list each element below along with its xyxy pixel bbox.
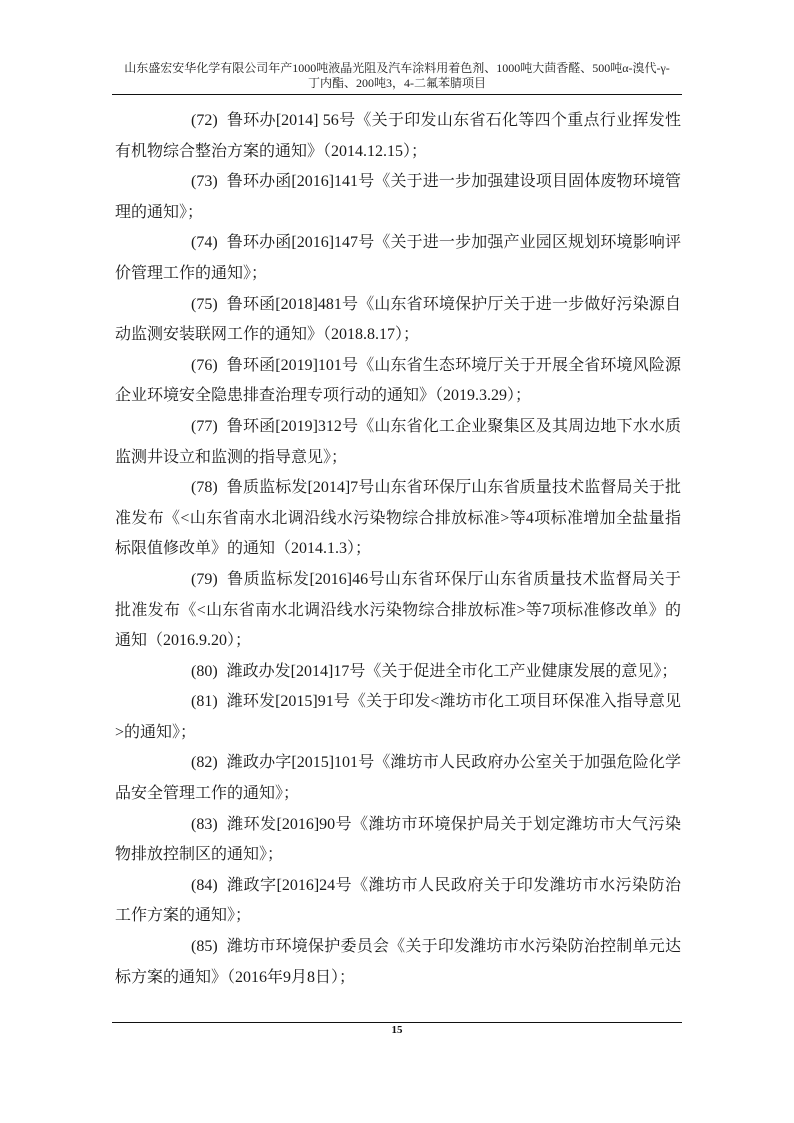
item-number: (77) xyxy=(191,417,218,435)
item-number: (84) xyxy=(191,876,218,894)
header-title-line-2: 丁内酯、200吨3，4-二氟苯腈项目 xyxy=(308,76,486,90)
item-number: (73) xyxy=(191,173,218,191)
item-number: (75) xyxy=(191,295,218,313)
item-text: 潍环发[2015]91号《关于印发<潍坊市化工项目环保准入指导意见>的通知》； xyxy=(115,693,681,741)
item-text: 潍环发[2016]90号《潍坊市环境保护局关于划定潍坊市大气污染物排放控制区的通知》； xyxy=(115,815,681,864)
page-number: 15 xyxy=(391,1024,403,1036)
list-item xyxy=(115,657,681,688)
item-text: 鲁质监标发[2016]46号山东省环保厅山东省质量技术监督局关于批准发布《<山东省南水北调沿线水污染物综合排放标准>等7项标准修改单》的通知（2016.9.20）； xyxy=(115,570,681,650)
header-divider xyxy=(112,94,682,95)
list-item xyxy=(115,871,681,932)
item-text: 鲁环函[2019]312号《山东省化工企业聚集区及其周边地下水水质监测井设立和监测的指导意见》； xyxy=(115,417,681,466)
item-number: (79) xyxy=(191,570,218,588)
item-number: (78) xyxy=(191,479,218,497)
list-item xyxy=(115,687,681,748)
item-text: 潍政办字[2015]101号《潍坊市人民政府办公室关于加强危险化学品安全管理工作的通知》； xyxy=(115,754,681,803)
item-text: 鲁环办函[2016]147号《关于进一步加强产业园区规划环境影响评价管理工作的通知》； xyxy=(115,234,681,282)
item-number: (81) xyxy=(191,693,218,711)
item-number: (72) xyxy=(191,112,218,129)
list-item xyxy=(115,351,681,412)
item-number: (85) xyxy=(191,938,218,956)
list-item xyxy=(115,290,681,351)
list-item xyxy=(115,932,681,993)
list-item xyxy=(115,106,681,167)
footer-divider xyxy=(112,1022,682,1023)
item-text: 潍坊市环境保护委员会《关于印发潍坊市水污染防治控制单元达标方案的通知》（2016年9月8日）； xyxy=(115,938,681,986)
list-item xyxy=(115,228,681,289)
item-text: 潍政字[2016]24号《潍坊市人民政府关于印发潍坊市水污染防治工作方案的通知》； xyxy=(115,876,681,925)
item-text: 鲁质监标发[2014]7号山东省环保厅山东省质量技术监督局关于批准发布《<山东省南水北调沿线水污染物综合排放标准>等4项标准增加全盐量指标限值修改单》的通知（2014.1.3）； xyxy=(115,479,681,558)
item-number: (83) xyxy=(191,815,218,833)
list-item xyxy=(115,748,681,809)
item-text: 鲁环函[2019]101号《山东省生态环境厅关于开展全省环境风险源企业环境安全隐患排查治理专项行动的通知》（2019.3.29）； xyxy=(115,356,681,405)
item-text: 潍政办发[2014]17号《关于促进全市化工产业健康发展的意见》； xyxy=(226,662,678,680)
list-item xyxy=(115,412,681,473)
list-item xyxy=(115,810,681,871)
running-header xyxy=(112,61,682,91)
item-number: (74) xyxy=(191,234,218,252)
list-item xyxy=(115,565,681,657)
item-text: 鲁环办[2014] 56号《关于印发山东省石化等四个重点行业挥发性有机物综合整治方案的通知》（2014.12.15）； xyxy=(115,112,681,160)
header-title-line-1: 山东盛宏安华化学有限公司年产1000吨液晶光阻及汽车涂料用着色剂、1000吨大茴香醛、500吨α-溴代-γ- xyxy=(124,61,670,75)
item-number: (80) xyxy=(191,662,218,680)
item-text: 鲁环函[2018]481号《山东省环境保护厅关于进一步做好污染源自动监测安装联网工作的通知》（2018.8.17）； xyxy=(115,295,681,344)
item-number: (82) xyxy=(191,754,218,772)
regulation-list xyxy=(115,106,681,993)
item-text: 鲁环办函[2016]141号《关于进一步加强建设项目固体废物环境管理的通知》； xyxy=(115,173,681,221)
list-item xyxy=(115,473,681,565)
item-number: (76) xyxy=(191,356,218,374)
list-item xyxy=(115,167,681,228)
